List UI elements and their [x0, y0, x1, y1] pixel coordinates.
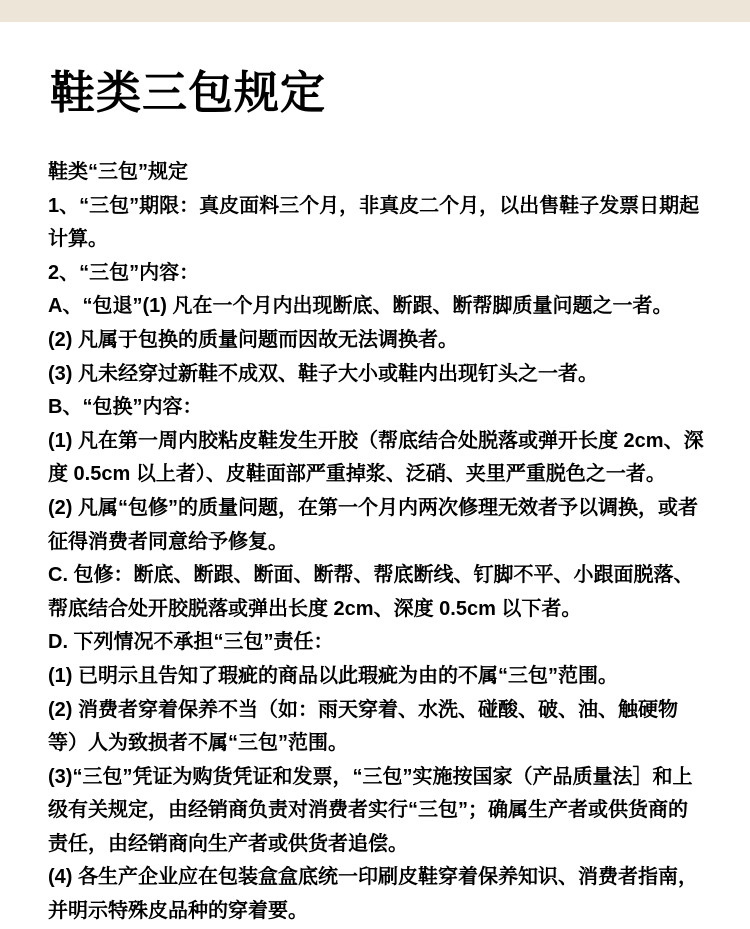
- regulation-paragraph: (2) 消费者穿着保养不当（如：雨天穿着、水洗、碰酸、破、油、触硬物等）人为致损者不属“三包”范围。: [48, 698, 678, 755]
- regulation-paragraph: A、“包退”(1) 凡在一个月内出现断底、断跟、断帮脚质量问题之一者。: [48, 295, 673, 318]
- regulation-paragraph: C. 包修：断底、断跟、断面、断帮、帮底断线、钉脚不平、小跟面脱落、帮底结合处开胶脱落或弹出长度 2cm、深度 0.5cm 以下者。: [48, 564, 694, 620]
- regulation-paragraph: (1) 已明示且告知了瑕疵的商品以此瑕疵为由的不属“三包”范围。: [48, 664, 618, 687]
- regulation-paragraph: 鞋类“三包”规定: [48, 161, 188, 183]
- regulation-paragraph: (3)“三包”凭证为购货凭证和发票，“三包”实施按国家（产品质量法］和上级有关规定，由经销商负责对消费者实行“三包”；确属生产者或供货商的责任，由经销商向生产者或供货者追偿。: [48, 765, 693, 855]
- regulation-paragraph: (3) 凡未经穿过新鞋不成双、鞋子大小或鞋内出现钉头之一者。: [48, 362, 598, 385]
- regulation-paragraph: (2) 凡属于包换的质量问题而因故无法调换者。: [48, 328, 458, 351]
- regulation-paragraph: (2) 凡属“包修”的质量问题，在第一个月内两次修理无效者予以调换，或者征得消费者同意给予修复。: [48, 496, 698, 553]
- regulation-paragraph: 2、“三包”内容：: [48, 261, 200, 284]
- page-title: 鞋类三包规定: [50, 67, 327, 118]
- regulation-paragraph: B、“包换”内容：: [48, 396, 203, 419]
- regulation-text-block: [48, 156, 706, 929]
- regulation-paragraph: 1、“三包”期限：真皮面料三个月，非真皮二个月，以出售鞋子发票日期起计算。: [48, 194, 700, 251]
- regulation-paragraph: (4) 各生产企业应在包装盒盒底统一印刷皮鞋穿着保养知识、消费者指南，并明示特殊皮品种的穿着要。: [48, 866, 698, 923]
- regulation-paragraph: (1) 凡在第一周内胶粘皮鞋发生开胶（帮底结合处脱落或弹开长度 2cm、深度 0.5cm 以上者）、皮鞋面部严重掉浆、泛硝、夹里严重脱色之一者。: [48, 429, 704, 486]
- top-banner-strip: [0, 0, 750, 22]
- regulation-paragraph: D. 下列情况不承担“三包”责任：: [48, 631, 334, 654]
